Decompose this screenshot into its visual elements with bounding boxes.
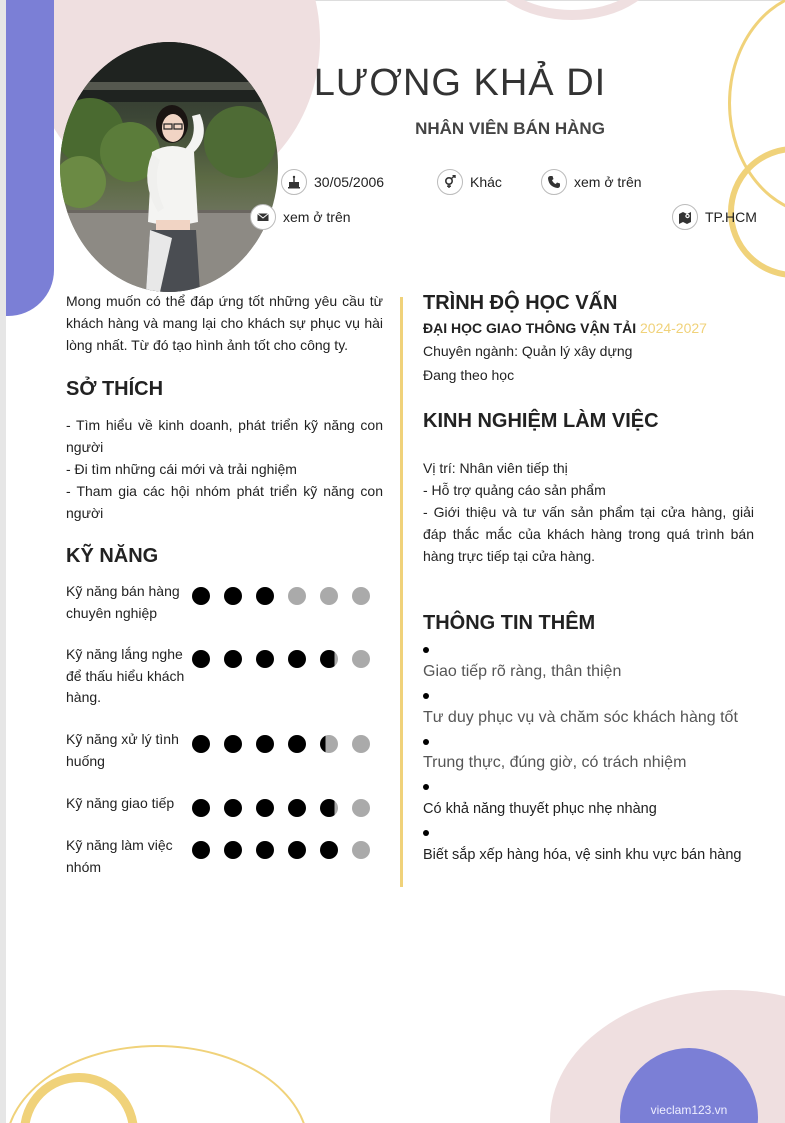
skill-dot <box>192 587 210 605</box>
mail-icon <box>250 204 276 230</box>
hobby-item: - Tham gia các hội nhóm phát triển kỹ năng con người <box>66 483 383 521</box>
skill-dot <box>256 650 274 668</box>
skill-dot <box>320 650 338 668</box>
skill-dot <box>320 799 338 817</box>
contact-email <box>250 204 351 230</box>
skill-label: Kỹ năng bán hàng chuyên nghiệp <box>66 583 180 621</box>
phone-icon <box>541 169 567 195</box>
experience-line: - Giới thiệu và tư vấn sản phẩm tại cửa hàng, giải đáp thắc mắc của khách hàng trong quá trình bán hàng trực tiếp tại cửa hàng. <box>423 504 754 564</box>
skill-dot <box>320 841 338 859</box>
skill-dot <box>192 841 210 859</box>
skill-dot <box>352 587 370 605</box>
skill-dot <box>256 735 274 753</box>
skill-dot <box>224 799 242 817</box>
additional-info-item: Biết sắp xếp hàng hóa, vệ sinh khu vực bán hàng <box>423 847 742 863</box>
cake-icon <box>281 169 307 195</box>
career-objective: Mong muốn có thể đáp ứng tốt những yêu cầu từ khách hàng và mang lại cho khách sự phục vụ hài lòng nhất. Từ đó tạo hình ảnh tốt cho công ty. <box>66 293 383 353</box>
email-value: xem ở trên <box>283 209 351 225</box>
additional-info-item: Có khả năng thuyết phục nhẹ nhàng <box>423 801 657 817</box>
experience-line: Vị trí: Nhân viên tiếp thị <box>423 460 568 476</box>
skill-dot <box>352 735 370 753</box>
hobbies-list <box>66 414 383 524</box>
skill-dot <box>224 735 242 753</box>
bullet-icon <box>423 647 429 653</box>
decor-pink-ring <box>482 0 662 20</box>
decor-purple-bar <box>6 0 54 316</box>
skill-label: Kỹ năng lắng nghe để thấu hiểu khách hàng. <box>66 646 185 705</box>
additional-info-item: Trung thực, đúng giờ, có trách nhiệm <box>423 754 687 771</box>
contact-birthday <box>281 169 384 195</box>
column-divider <box>400 297 403 887</box>
skill-dot <box>192 650 210 668</box>
skill-label: Kỹ năng làm việc nhóm <box>66 837 173 875</box>
experience-details <box>423 457 754 567</box>
hobby-item: - Tìm hiểu về kinh doanh, phát triển kỹ năng con người <box>66 417 383 455</box>
hobbies-title: SỞ THÍCH <box>66 378 164 400</box>
candidate-name: LƯƠNG KHẢ DI <box>313 62 607 104</box>
hobby-item: - Đi tìm những cái mới và trải nghiệm <box>66 461 297 477</box>
skill-dot <box>352 650 370 668</box>
address-value: TP.HCM <box>705 209 757 225</box>
phone-value: xem ở trên <box>574 174 642 190</box>
skill-label: Kỹ năng xử lý tình huống <box>66 731 179 769</box>
contact-phone <box>541 169 642 195</box>
gender-value: Khác <box>470 174 502 190</box>
skill-dot <box>192 799 210 817</box>
bullet-icon <box>423 830 429 836</box>
skill-dot <box>256 841 274 859</box>
skill-label: Kỹ năng giao tiếp <box>66 795 175 811</box>
profile-photo-illustration <box>60 42 278 292</box>
skill-dot <box>224 587 242 605</box>
skill-dot <box>288 841 306 859</box>
skill-dot <box>288 735 306 753</box>
profile-photo <box>60 42 278 292</box>
additional-info-item: Giao tiếp rõ ràng, thân thiện <box>423 663 622 680</box>
skill-dot <box>256 799 274 817</box>
skill-dot <box>224 841 242 859</box>
gender-icon <box>437 169 463 195</box>
additional-info-item: Tư duy phục vụ và chăm sóc khách hàng tốt <box>423 709 738 726</box>
education-status: Đang theo học <box>423 367 515 383</box>
skill-dot <box>256 587 274 605</box>
skill-dot <box>320 587 338 605</box>
skill-dot <box>288 799 306 817</box>
contact-gender <box>437 169 502 195</box>
bullet-icon <box>423 784 429 790</box>
skill-dot <box>224 650 242 668</box>
additional-info-title: THÔNG TIN THÊM <box>423 612 596 634</box>
contact-address <box>672 204 757 230</box>
bullet-icon <box>423 739 429 745</box>
candidate-role: NHÂN VIÊN BÁN HÀNG <box>415 119 605 138</box>
experience-line: - Hỗ trợ quảng cáo sản phẩm <box>423 482 606 498</box>
skill-dot <box>320 735 338 753</box>
skills-title: KỸ NĂNG <box>66 545 159 567</box>
education-school: ĐẠI HỌC GIAO THÔNG VẬN TẢI <box>423 320 637 336</box>
skill-dot <box>192 735 210 753</box>
map-pin-icon <box>672 204 698 230</box>
education-title: TRÌNH ĐỘ HỌC VẤN <box>423 292 618 314</box>
skill-dot <box>352 799 370 817</box>
experience-title: KINH NGHIỆM LÀM VIỆC <box>423 410 659 432</box>
education-years: 2024-2027 <box>640 320 707 336</box>
education-major: Chuyên ngành: Quản lý xây dựng <box>423 343 633 359</box>
bullet-icon <box>423 693 429 699</box>
skill-dot <box>288 650 306 668</box>
watermark: vieclam123.vn <box>650 1103 728 1117</box>
birthday-value: 30/05/2006 <box>314 174 385 190</box>
skill-dot <box>352 841 370 859</box>
skill-dot <box>288 587 306 605</box>
